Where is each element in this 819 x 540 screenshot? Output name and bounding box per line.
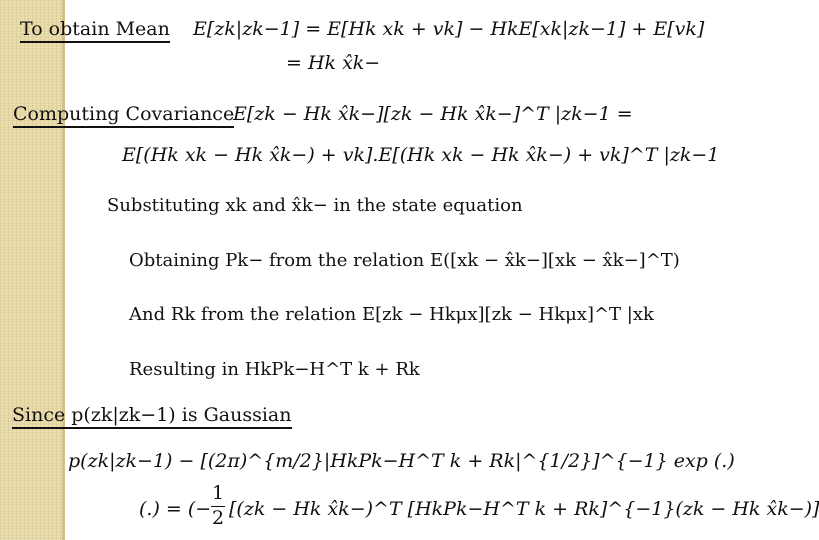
and-r-line: And Rk from the relation E[zk − Hkμx][zk − Hkμx]^T |xk — [129, 304, 654, 325]
obtaining-line: Obtaining Pk− from the relation E([xk − x̂k−][xk − x̂k−]^T) — [129, 250, 680, 271]
exp-equation-prefix: (.) = (− — [139, 498, 212, 520]
pdf-equation: p(zk|zk−1) − [(2π)^{m/2}|HkPk−H^T k + Rk|^{1/2}]^{−1} exp (.) — [68, 450, 735, 472]
mean-equation-1: E[zk|zk−1] = E[Hk xk + vk] − HkE[xk|zk−1] + E[vk] — [193, 18, 705, 40]
mean-equation-2: = Hk x̂k− — [286, 52, 381, 74]
decorative-sidebar — [0, 0, 62, 540]
mean-label: To obtain Mean — [20, 20, 170, 43]
covariance-equation-2: E[(Hk xk − Hk x̂k−) + vk].E[(Hk xk − Hk x̂k−) + vk]^T |zk−1 — [122, 144, 720, 166]
fraction-numerator: 1 — [211, 482, 225, 504]
one-half-fraction — [211, 484, 225, 529]
since-gaussian-label: Since p(zk|zk−1) is Gaussian — [12, 406, 292, 429]
sidebar-edge — [62, 0, 65, 540]
substituting-line: Substituting xk and x̂k− in the state equation — [107, 195, 523, 216]
covariance-label: Computing Covariance — [13, 105, 234, 128]
fraction-denominator: 2 — [211, 506, 225, 529]
exp-equation-body: [(zk − Hk x̂k−)^T [HkPk−H^T k + Rk]^{−1}(zk − Hk x̂k−)] — [229, 498, 819, 520]
resulting-line: Resulting in HkPk−H^T k + Rk — [129, 359, 420, 380]
covariance-equation-1: E[zk − Hk x̂k−][zk − Hk x̂k−]^T |zk−1 = — [233, 103, 633, 125]
